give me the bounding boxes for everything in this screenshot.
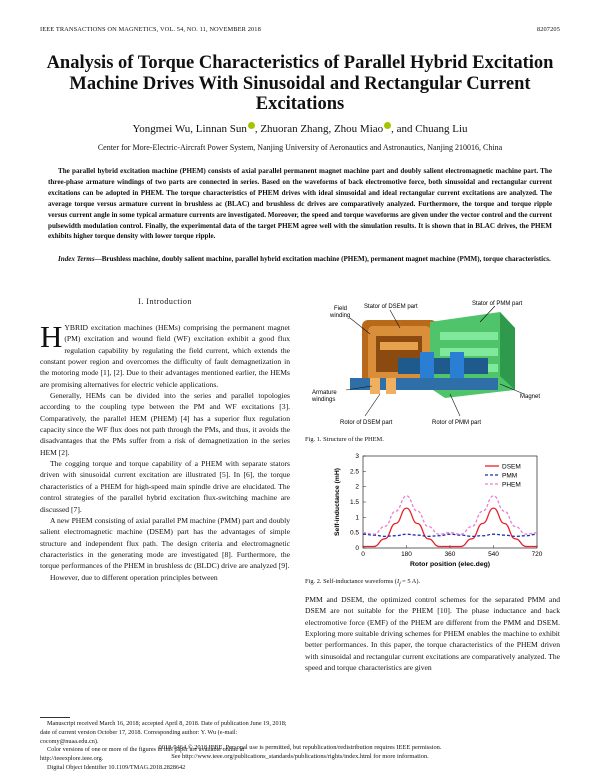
caption-sub: f (399, 581, 401, 588)
right-column-text (305, 594, 560, 673)
y-tick-label: 0.5 (349, 529, 359, 537)
intro-paragraph-1: YBRID excitation machines (HEMs) comprising the permanent magnet (PM) excitation and wound field (WF) excitation exhibit a good flux regulation capability by regulating the field current, which extends the constant power region and overcomes the difficulty of fault demagnetization in the motoring mode [1], [2]. Due to their advantages mentioned earlier, the HEMs are promising alternatives for electric vehicle applications. (40, 323, 290, 389)
legend-label-pmm: PMM (502, 472, 518, 480)
y-tick-label: 1.5 (349, 499, 359, 506)
index-terms-text: —Brushless machine, doubly salient machine, parallel hybrid excitation machine (PHEM), permanent magnet machine (PMM), torque characteristics. (94, 255, 551, 263)
paper-title: Analysis of Torque Characteristics of Parallel Hybrid Excitation Machine Drives With Sinusoidal and Rectangular Current Excitations (46, 53, 554, 114)
affiliation: Center for More-Electric-Aircraft Power System, Nanjing University of Aeronautics and Astronautics, Nanjing 210016, China (97, 143, 503, 152)
x-tick-label: 180 (401, 551, 412, 558)
author-names-3: , and Chuang Liu (391, 123, 468, 135)
drop-cap: H (40, 319, 63, 354)
paragraph: PMM and DSEM, the optimized control schemes for the separated PMM and DSEM are not suitable for the PHEM [10]. The phase inductance and back electromotive force (EMF) of the PHEM are different from the PMM and DSEM. Exploring more suitable driving schemes for PHEM enables the machine to exhibit better performances. In this paper, the torque characteristics of the PHEM driven with sinusoidal and rectangular current excitations are comparatively analyzed. The speed and torque characteristics are given (305, 595, 560, 673)
orcid-icon[interactable] (248, 122, 255, 129)
copyright-line-1: 0018-9464 © 2018 IEEE. Personal use is permitted, but republication/redistribution requires IEEE permission. (158, 744, 442, 751)
x-tick-label: 540 (488, 551, 499, 558)
x-tick-label: 720 (531, 551, 543, 558)
figure-2-caption (305, 578, 420, 587)
caption-var: I (396, 578, 400, 585)
figure-1-structure (310, 298, 560, 430)
intro-paragraph-2: Generally, HEMs can be divided into the series and parallel topologies according to the coupling type between the PM and WF excitations [3]. Comparatively, the parallel HEM (PHEM) [4] has a superior flux regulation capacity since the WF flux does not path through the PMs, and thus, it avoids the disadvantages that the PMs suffer from a risk of demagnetization in the series HEM [2]. (40, 391, 290, 457)
section-heading: I. Introduction (138, 297, 192, 306)
legend-label-dsem: DSEM (502, 463, 521, 471)
y-tick-label: 1 (355, 514, 359, 522)
author-names-1: Yongmei Wu, Linnan Sun (132, 123, 247, 135)
page-id: 8207205 (536, 26, 560, 33)
label-winding: winding (330, 313, 351, 319)
author-list (40, 122, 560, 135)
figure-1-caption: Fig. 1. Structure of the PHEM. (305, 436, 384, 443)
label-rotor-pmm: Rotor of PMM part (432, 420, 482, 426)
y-tick-label: 2 (355, 483, 359, 491)
caption-text: Fig. 2. Self-inductance waveforms ( (305, 578, 397, 585)
y-tick-label: 2.5 (349, 468, 359, 476)
y-tick-label: 0 (355, 545, 359, 552)
label-stator-pmm: Stator of PMM part (472, 301, 523, 307)
series-line-dsem (363, 508, 537, 546)
intro-column (40, 319, 290, 583)
y-tick-label: 3 (355, 453, 359, 460)
index-terms-label: Index Terms (58, 255, 95, 263)
footnote-rule (40, 717, 70, 718)
x-tick-label: 360 (444, 551, 456, 558)
label-magnet: Magnet (520, 394, 541, 400)
label-rotor-dsem: Rotor of DSEM part (340, 420, 393, 426)
caption-text-end: = 5 A). (400, 578, 421, 585)
x-tick-label: 0 (361, 551, 365, 558)
intro-paragraph-3: The cogging torque and torque capability of a PHEM with separate stators driven with sinusoidal current excitation are illustrated [5]. In [6], the torque characteristics of a PHEM for high-speed main spindle drive are elucidated. The control strategies of the parallel hybrid excitation flux-switching machine are discussed [7]. (40, 459, 290, 514)
intro-paragraph-5: However, due to different operation principles between (50, 572, 218, 582)
label-armature: Armature (312, 390, 337, 396)
running-header: IEEE TRANSACTIONS ON MAGNETICS, VOL. 54, NO. 11, NOVEMBER 2018 (40, 26, 261, 33)
abstract: The parallel hybrid excitation machine (PHEM) consists of axial parallel permanent magnet machine part and doubly salient electromagnetic machine part. The three-phase armature windings of two parts are connected in series. Based on the waveforms of back electromotive force, both sinusoidal and rectangular current excitations can be adopted in PHEM. The torque characteristics of PHEM drives with ideal sinusoidal and ideal rectangular current excitations are analyzed. The average torque versus armature current in brushless ac (BLAC) and brushless dc drives are comparatively analyzed. Furthermore, the torque and torque ripple versus current angle in some typical armature currents are investigated. Moreover, the speed and torque waveforms are given under the vector control and the current pulsewidth modulation control. Finally, the experimental data of the target PHEM agree well with the simulation results. It is shown that in BLAC drives, the PHEM exhibits higher torque density with lower torque ripple. (48, 167, 552, 241)
copyright-footer (40, 744, 560, 762)
copyright-line-2: See http://www.ieee.org/publications_standards/publications/rights/index.html for more information. (171, 752, 429, 760)
footnote: Manuscript received March 16, 2018; accepted April 8, 2018. Date of publication June 19, 2018; date of current version October 17, 2018. Corresponding author: Y. Wu (e-mail: cocomy@nuaa.edu.cn). (40, 720, 287, 745)
figure-2-chart (305, 452, 560, 570)
legend-label-phem: PHEM (502, 481, 521, 489)
index-terms (48, 254, 552, 265)
y-axis-label: Self-inductance (mH) (334, 468, 341, 536)
label-field: Field (334, 306, 348, 312)
label-stator-dsem: Stator of DSEM part (364, 304, 418, 310)
author-names-2: , Zhuoran Zhang, Zhou Miao (254, 123, 384, 135)
series-line-phem (363, 496, 537, 534)
footnote: Color versions of one or more of the figures in this paper are available online at http://ieeexplore.ieee.org. (40, 746, 245, 763)
label-windings: windings (312, 397, 336, 403)
intro-paragraph-4: A new PHEM consisting of axial parallel PM machine (PMM) part and doubly salient electromagnetic machine (DSEM) part has the advantages of simple structure and independent flux path. The design criteria and electromagnetic characteristics in the generating mode are investigated [8]. Furthermore, the torque performances of the PHEM in brushless dc (BLDC) drive are analyzed [9]. (40, 515, 290, 571)
x-axis-label: Rotor position (elec.deg) (409, 561, 491, 568)
footnote: Digital Object Identifier 10.1109/TMAG.2018.2828642 (47, 763, 186, 771)
